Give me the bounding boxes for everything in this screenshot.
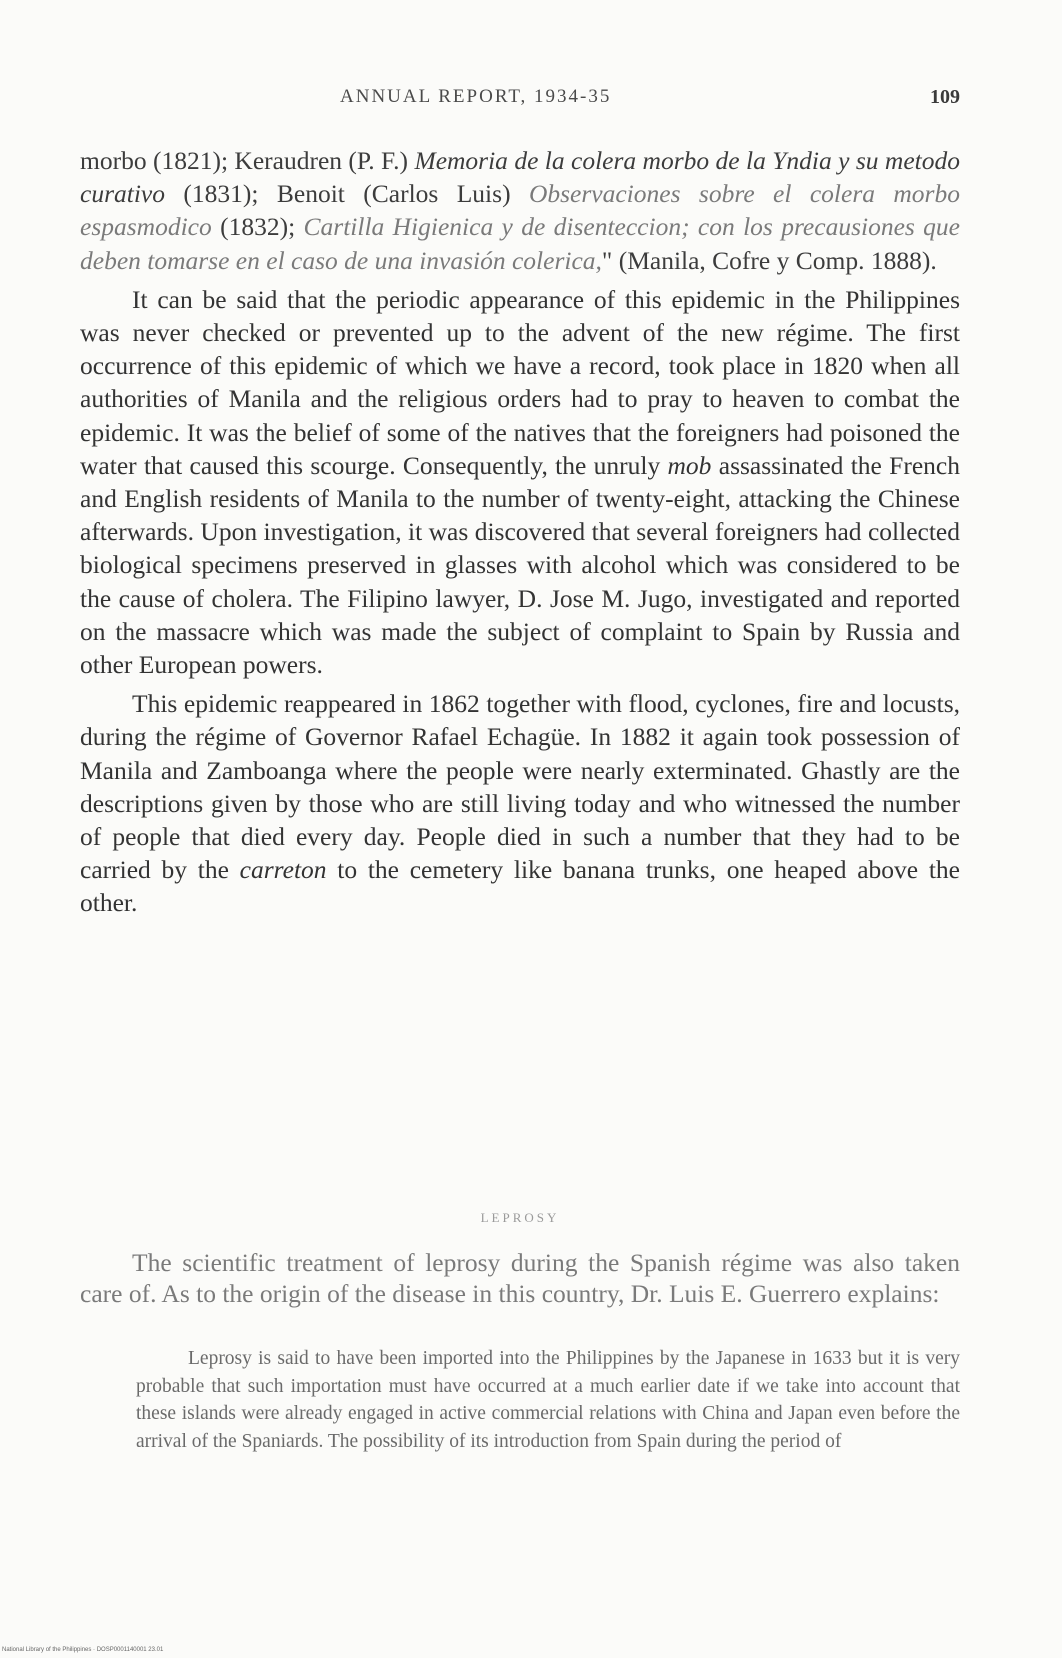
citation-part-1: morbo (1821); Keraudren (P. F.)	[80, 146, 415, 175]
paragraph-text: to the cemetery like banana trunks, one heaped above the other.	[80, 855, 960, 918]
citation-paragraph	[80, 144, 960, 277]
quote-text: Leprosy is said to have been imported into the Philippines by the Japanese in 1633 but it is very probable that such importation must have occurred at a much earlier date if we take into account that these islands were already engaged in active commercial relations with China and Japan even before the arrival of the Spaniards. The possibility of its introduction from Spain during the period of	[136, 1348, 960, 1452]
block-quote	[136, 1345, 960, 1455]
citation-title-2: Observaciones sobre el colera morbo espasmodico	[80, 179, 960, 242]
scan-footer: National Library of the Philippines · DOSP0001140001 23.01	[2, 1647, 164, 1653]
page-number: 109	[930, 86, 960, 108]
section-heading-leprosy: LEPROSY	[480, 1210, 560, 1225]
citation-part-3: (1832);	[211, 212, 304, 242]
document-page	[80, 0, 960, 1658]
paragraph-text: The scientific treatment of leprosy during the Spanish régime was also taken care of. As to the origin of the disease in this country, Dr. Luis E. Guerrero explains:	[80, 1248, 960, 1308]
paragraph-text: It can be said that the periodic appearance of this epidemic in the Philippines was never checked or prevented up to the advent of the new régime. The first occurrence of this epidemic of which we have a record, took place in 1820 when all authorities of Manila and the religious orders had to pray to heaven to combat the epidemic. It was the belief of some of the natives that the foreigners had poisoned the water that caused this scourge. Consequently, the unruly	[80, 284, 960, 480]
italic-word: carreton	[239, 855, 327, 885]
body-text	[80, 144, 960, 920]
citation-title-3: Cartilla Higienica y de disenteccion; con los precausiones que deben tomarse en el caso de una invasión colerica,	[80, 212, 960, 275]
page-header	[80, 86, 960, 116]
paragraph-leprosy-intro	[80, 1247, 960, 1309]
paragraph-cholera-history	[80, 283, 960, 681]
citation-part-4: " (Manila, Cofre y Comp. 1888).	[601, 245, 937, 275]
italic-word: mob	[667, 450, 712, 480]
citation-title-1: Memoria de la colera morbo de la Yndia y su metodo curativo	[80, 146, 960, 209]
paragraph-text: This epidemic reappeared in 1862 together with flood, cyclones, fire and locusts, during the régime of Governor Rafael Echagüe. In 1882 it again took possession of Manila and Zamboanga where the people were nearly exterminated. Ghastly are the descriptions given by those who are still living today and who witnessed the number of people that died every day. People died in such a number that they had to be carried by the	[80, 689, 960, 885]
paragraph-reappearance	[80, 687, 960, 919]
citation-part-2: (1831); Benoit (Carlos Luis)	[164, 179, 529, 209]
running-head: ANNUAL REPORT, 1934-35	[340, 86, 612, 107]
paragraph-text: assassinated the French and English residents of Manila to the number of twenty-eight, attacking the Chinese afterwards. Upon investigation, it was discovered that several foreigners had collected biological specimens preserved in glasses with alcohol which was considered to be the cause of cholera. The Filipino lawyer, D. Jose M. Jugo, investigated and reported on the massacre which was made the subject of complaint to Spain by Russia and other European powers.	[80, 450, 960, 680]
